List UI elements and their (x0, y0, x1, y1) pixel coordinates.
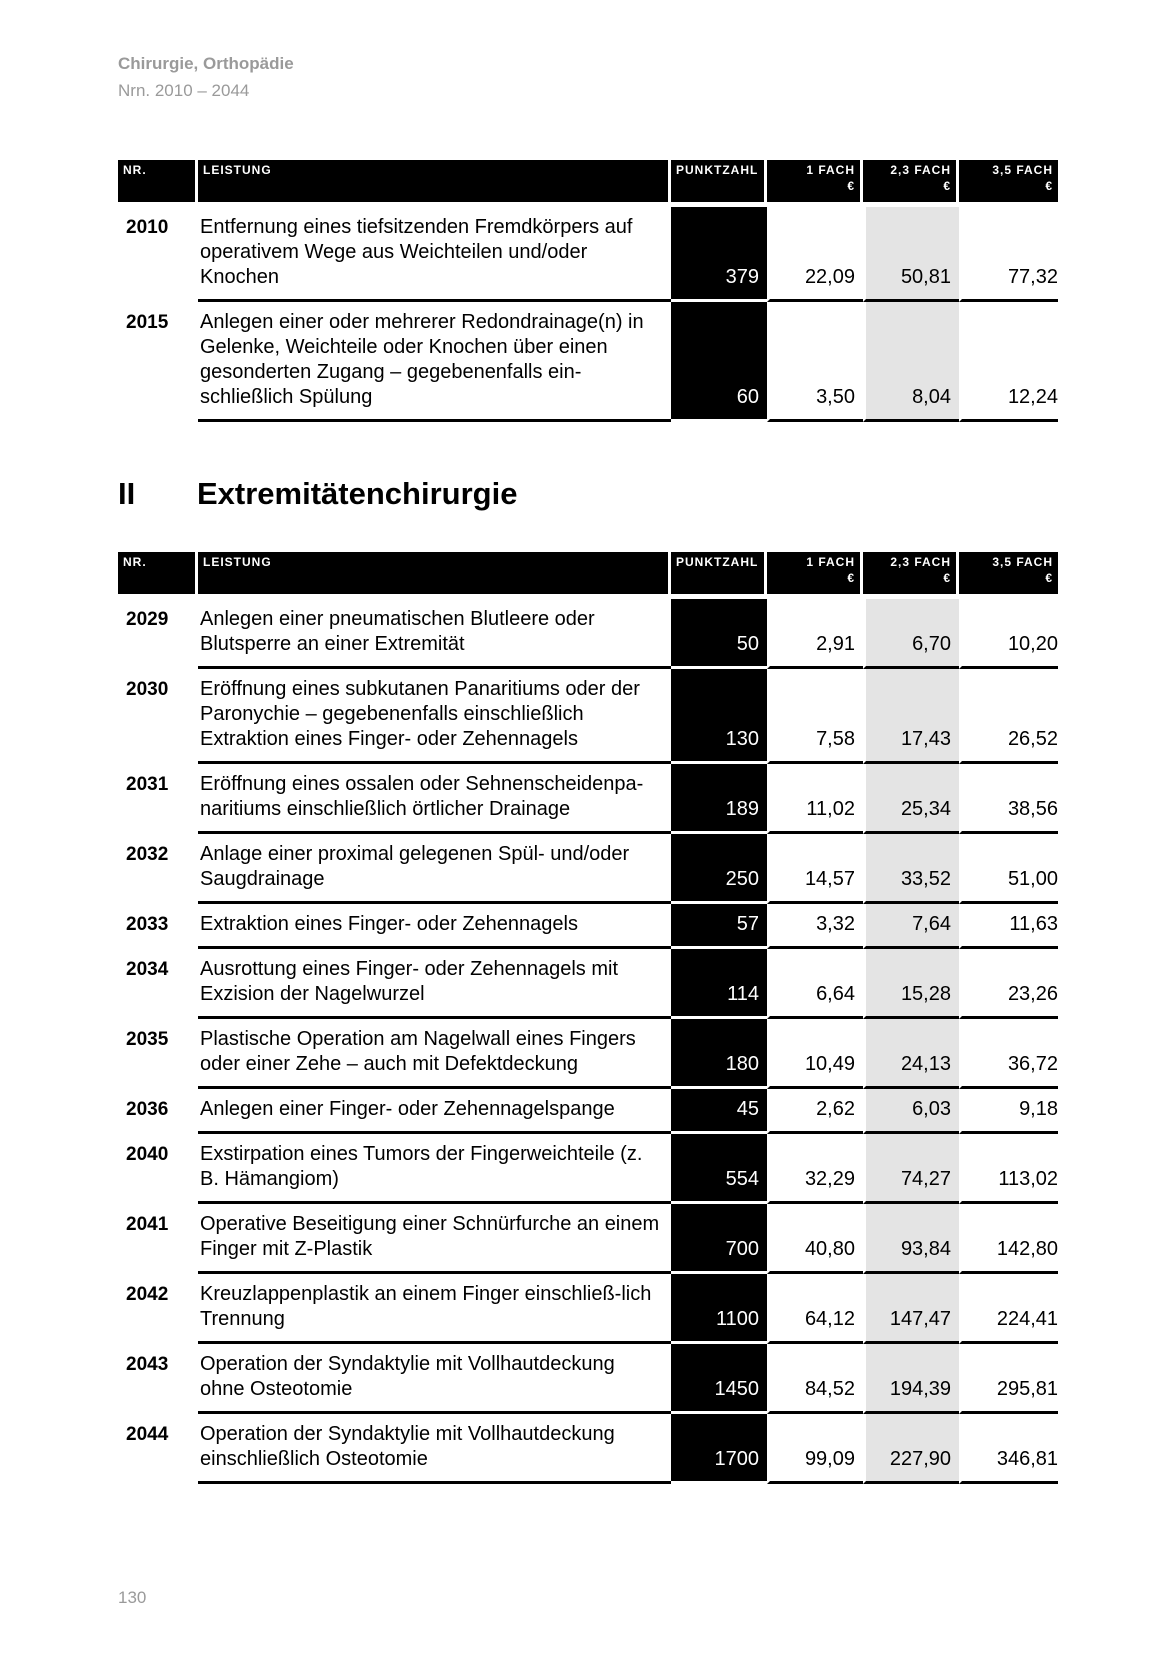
col-header-nr: NR. (118, 552, 198, 594)
col-header-leistung: LEISTUNG (198, 160, 671, 202)
fee-2-3x: 227,90 (863, 1414, 959, 1484)
points-value: 60 (671, 302, 767, 422)
points-value: 130 (671, 669, 767, 764)
fee-2-3x: 24,13 (863, 1019, 959, 1089)
table-row (118, 1089, 1058, 1134)
section-title: Extremitätenchirurgie (197, 476, 518, 511)
fee-3-5x: 12,24 (959, 302, 1058, 422)
fee-2-3x: 194,39 (863, 1344, 959, 1414)
fee-2-3x: 15,28 (863, 949, 959, 1019)
page-number: 130 (118, 1588, 147, 1607)
table-row (118, 904, 1058, 949)
fee-3-5x: 113,02 (959, 1134, 1058, 1204)
fee-number: 2040 (126, 1144, 169, 1165)
fee-1x: 7,58 (767, 669, 863, 764)
fee-table-1 (118, 160, 1058, 422)
fee-3-5x: 10,20 (959, 599, 1058, 669)
service-description: Plastische Operation am Nagelwall eines Fingers oder einer Zehe – auch mit Defektdeckung (198, 1019, 671, 1089)
points-value: 1100 (671, 1274, 767, 1344)
fee-2-3x: 147,47 (863, 1274, 959, 1344)
table-row (118, 834, 1058, 904)
points-value: 189 (671, 764, 767, 834)
col-header-punktzahl: PUNKTZAHL (671, 160, 767, 202)
fee-2-3x: 7,64 (863, 904, 959, 949)
fee-number: 2042 (126, 1284, 169, 1305)
fee-1x: 22,09 (767, 207, 863, 302)
points-value: 114 (671, 949, 767, 1019)
fee-number: 2041 (126, 1214, 169, 1235)
fee-1x: 3,32 (767, 904, 863, 949)
fee-number: 2036 (126, 1099, 169, 1120)
table-row (118, 1134, 1058, 1204)
fee-2-3x: 74,27 (863, 1134, 959, 1204)
table-row (118, 949, 1058, 1019)
service-description: Ausrottung eines Finger- oder Zehennagels mit Exzision der Nagelwurzel (198, 949, 671, 1019)
fee-1x: 32,29 (767, 1134, 863, 1204)
fee-number: 2043 (126, 1354, 169, 1375)
table-row (118, 764, 1058, 834)
fee-1x: 10,49 (767, 1019, 863, 1089)
fee-3-5x: 295,81 (959, 1344, 1058, 1414)
service-description: Eröffnung eines subkutanen Panaritiums oder der Paronychie – gegebenenfalls einschließlich Extraktion eines Finger- oder Zehennagels (198, 669, 671, 764)
fee-2-3x: 33,52 (863, 834, 959, 904)
service-description: Anlage einer proximal gelegenen Spül- und/oder Saugdrainage (198, 834, 671, 904)
fee-3-5x: 51,00 (959, 834, 1058, 904)
fee-number: 2034 (126, 959, 169, 980)
fee-number: 2044 (126, 1424, 169, 1445)
service-description: Operative Beseitigung einer Schnürfurche an einem Finger mit Z-Plastik (198, 1204, 671, 1274)
fee-1x: 84,52 (767, 1344, 863, 1414)
col-header-fach3: 3,5 FACH € (959, 552, 1058, 594)
fee-3-5x: 9,18 (959, 1089, 1058, 1134)
table-row (118, 1414, 1058, 1484)
fee-2-3x: 6,03 (863, 1089, 959, 1134)
points-value: 250 (671, 834, 767, 904)
service-description: Exstirpation eines Tumors der Fingerweichteile (z. B. Hämangiom) (198, 1134, 671, 1204)
table-row (118, 1019, 1058, 1089)
points-value: 1450 (671, 1344, 767, 1414)
service-description: Anlegen einer Finger- oder Zehennagelspange (198, 1089, 671, 1134)
service-description: Operation der Syndaktylie mit Vollhautdeckung ohne Osteotomie (198, 1344, 671, 1414)
fee-3-5x: 36,72 (959, 1019, 1058, 1089)
fee-3-5x: 142,80 (959, 1204, 1058, 1274)
section-heading (118, 476, 1058, 516)
fee-number: 2031 (126, 774, 169, 795)
fee-3-5x: 77,32 (959, 207, 1058, 302)
service-description: Anlegen einer oder mehrerer Redondrainage(n) in Gelenke, Weichteile oder Knochen über einen gesonderten Zugang – gegebenenfalls ein-schließlich Spülung (198, 302, 671, 422)
fee-number: 2010 (126, 217, 169, 238)
points-value: 700 (671, 1204, 767, 1274)
service-description: Anlegen einer pneumatischen Blutleere oder Blutsperre an einer Extremität (198, 599, 671, 669)
fee-1x: 64,12 (767, 1274, 863, 1344)
fee-2-3x: 25,34 (863, 764, 959, 834)
fee-1x: 99,09 (767, 1414, 863, 1484)
fee-3-5x: 346,81 (959, 1414, 1058, 1484)
fee-2-3x: 93,84 (863, 1204, 959, 1274)
table-row (118, 207, 1058, 302)
col-header-fach1: 1 FACH € (767, 552, 863, 594)
service-description: Extraktion eines Finger- oder Zehennagels (198, 904, 671, 949)
fee-1x: 11,02 (767, 764, 863, 834)
col-header-punktzahl: PUNKTZAHL (671, 552, 767, 594)
fee-number: 2032 (126, 844, 169, 865)
fee-3-5x: 26,52 (959, 669, 1058, 764)
fee-1x: 40,80 (767, 1204, 863, 1274)
service-description: Eröffnung eines ossalen oder Sehnenscheidenpa-naritiums einschließlich örtlicher Drainage (198, 764, 671, 834)
points-value: 180 (671, 1019, 767, 1089)
table-row (118, 1274, 1058, 1344)
points-value: 379 (671, 207, 767, 302)
col-header-fach2: 2,3 FACH € (863, 552, 959, 594)
fee-table-2 (118, 552, 1058, 1484)
fee-3-5x: 11,63 (959, 904, 1058, 949)
fee-number: 2029 (126, 609, 169, 630)
col-header-fach1: 1 FACH € (767, 160, 863, 202)
fee-3-5x: 224,41 (959, 1274, 1058, 1344)
table-row (118, 669, 1058, 764)
fee-2-3x: 6,70 (863, 599, 959, 669)
points-value: 45 (671, 1089, 767, 1134)
fee-2-3x: 8,04 (863, 302, 959, 422)
page-header-subtitle: Nrn. 2010 – 2044 (118, 81, 250, 100)
points-value: 50 (671, 599, 767, 669)
fee-2-3x: 50,81 (863, 207, 959, 302)
col-header-leistung: LEISTUNG (198, 552, 671, 594)
fee-number: 2030 (126, 679, 169, 700)
table-row (118, 302, 1058, 422)
col-header-fach2: 2,3 FACH € (863, 160, 959, 202)
page-header-title: Chirurgie, Orthopädie (118, 54, 294, 73)
service-description: Operation der Syndaktylie mit Vollhautdeckung einschließlich Osteotomie (198, 1414, 671, 1484)
fee-number: 2033 (126, 914, 169, 935)
fee-1x: 14,57 (767, 834, 863, 904)
points-value: 1700 (671, 1414, 767, 1484)
fee-3-5x: 38,56 (959, 764, 1058, 834)
points-value: 57 (671, 904, 767, 949)
fee-number: 2035 (126, 1029, 169, 1050)
fee-1x: 2,91 (767, 599, 863, 669)
fee-3-5x: 23,26 (959, 949, 1058, 1019)
table-row (118, 1204, 1058, 1274)
table-row (118, 599, 1058, 669)
col-header-nr: NR. (118, 160, 198, 202)
service-description: Entfernung eines tiefsitzenden Fremdkörpers auf operativem Wege aus Weichteilen und/oder Knochen (198, 207, 671, 302)
points-value: 554 (671, 1134, 767, 1204)
table-row (118, 1344, 1058, 1414)
service-description: Kreuzlappenplastik an einem Finger einschließ-lich Trennung (198, 1274, 671, 1344)
fee-2-3x: 17,43 (863, 669, 959, 764)
fee-1x: 3,50 (767, 302, 863, 422)
fee-1x: 2,62 (767, 1089, 863, 1134)
col-header-fach3: 3,5 FACH € (959, 160, 1058, 202)
fee-number: 2015 (126, 312, 169, 333)
section-roman-numeral: II (118, 476, 136, 511)
fee-1x: 6,64 (767, 949, 863, 1019)
